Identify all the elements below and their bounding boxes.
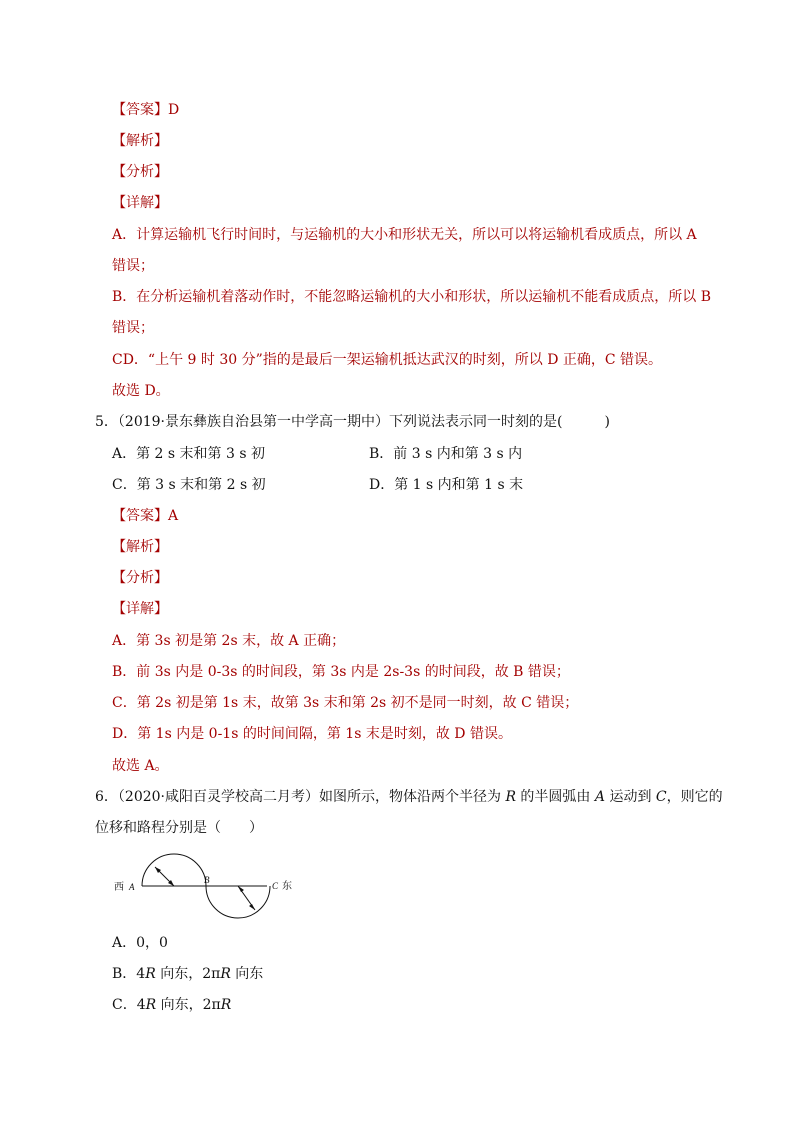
q5-explanation-b: B．前 3s 内是 0-3s 的时间段，第 3s 内是 2s-3s 的时间段，故 B 错误；	[112, 664, 570, 680]
q4-explanation-b-line1: B．在分析运输机着落动作时，不能忽略运输机的大小和形状，所以运输机不能看成质点，所以 B	[112, 289, 712, 305]
q5-explanation-d: D．第 1s 内是 0-1s 的时间间隔，第 1s 末是时刻，故 D 错误。	[112, 726, 512, 742]
q6-stem-post: ，则它的	[666, 789, 723, 805]
label-west: 西	[114, 882, 124, 893]
q4-analyze-heading: 【分析】	[112, 164, 168, 180]
lower-arrowhead-a	[238, 886, 244, 892]
q6-option-b	[112, 965, 263, 983]
q6-option-c-r1: R	[145, 997, 157, 1013]
q6-stem-a: A	[594, 789, 606, 805]
q5-answer: 【答案】A	[112, 508, 179, 524]
q4-explanation-a-line1: A．计算运输机飞行时间时，与运输机的大小和形状无关，所以可以将运输机看成质点，所以 A	[112, 227, 697, 243]
q6-stem-mid2: 运动到	[605, 789, 656, 805]
q5-option-a: A．第 2 s 末和第 3 s 初	[112, 446, 265, 462]
label-a: A	[129, 882, 135, 892]
label-east: 东	[282, 881, 292, 892]
q6-stem-mid: 的半圆弧由	[515, 789, 595, 805]
q6-stem-c: C	[655, 789, 667, 805]
q6-option-b-post: 向东	[230, 966, 264, 982]
q6-option-b-r1: R	[145, 966, 156, 982]
q6-option-b-pre: B．4	[112, 966, 146, 982]
q4-answer: 【答案】D	[112, 102, 180, 118]
q6-stem-line1	[95, 788, 723, 806]
q6-semicircle-figure	[112, 850, 312, 930]
q4-choose: 故选 D。	[112, 383, 170, 399]
q5-option-b: B．前 3 s 内和第 3 s 内	[369, 446, 523, 462]
q4-analysis-heading: 【解析】	[112, 133, 168, 149]
q6-option-c-pre: C．4	[112, 997, 146, 1013]
q6-stem-r: R	[505, 789, 516, 805]
q6-option-c-r2: R	[220, 997, 232, 1013]
upper-semicircle	[142, 854, 206, 886]
q6-option-c	[112, 996, 231, 1014]
label-c: C	[272, 881, 279, 891]
q6-option-a: A．0，0	[112, 935, 168, 951]
q5-option-c: C．第 3 s 末和第 2 s 初	[112, 477, 266, 493]
label-b: B	[204, 875, 210, 885]
q5-explanation-a: A．第 3s 初是第 2s 末，故 A 正确；	[112, 633, 346, 649]
lower-semicircle	[206, 886, 270, 918]
q6-stem-pre: 6．（2020·咸阳百灵学校高二月考）如图所示，物体沿两个半径为	[95, 789, 506, 805]
lower-arrowhead-b	[249, 904, 255, 910]
q4-explanation-b-line2: 错误；	[112, 320, 154, 336]
q5-choose: 故选 A。	[112, 758, 169, 774]
q5-detail-heading: 【详解】	[112, 601, 168, 617]
q5-stem: 5．（2019·景东彝族自治县第一中学高一期中）下列说法表示同一时刻的是( )	[95, 414, 610, 430]
q6-stem-line2: 位移和路程分别是（ ）	[95, 820, 263, 836]
q4-explanation-a-line2: 错误；	[112, 258, 154, 274]
q4-detail-heading: 【详解】	[112, 195, 168, 211]
q5-analysis-heading: 【解析】	[112, 539, 168, 555]
q6-option-b-r2: R	[220, 966, 231, 982]
q6-option-c-mid: 向东，2π	[156, 997, 221, 1013]
q5-analyze-heading: 【分析】	[112, 570, 168, 586]
q5-option-d: D．第 1 s 内和第 1 s 末	[369, 477, 524, 493]
q6-option-b-mid: 向东，2π	[155, 966, 221, 982]
q5-explanation-c: C．第 2s 初是第 1s 末，故第 3s 末和第 2s 初不是同一时刻，故 C 错误；	[112, 695, 579, 711]
q4-explanation-cd: CD．“上午 9 时 30 分”指的是最后一架运输机抵达武汉的时刻，所以 D 正确，C 错误。	[112, 352, 663, 368]
